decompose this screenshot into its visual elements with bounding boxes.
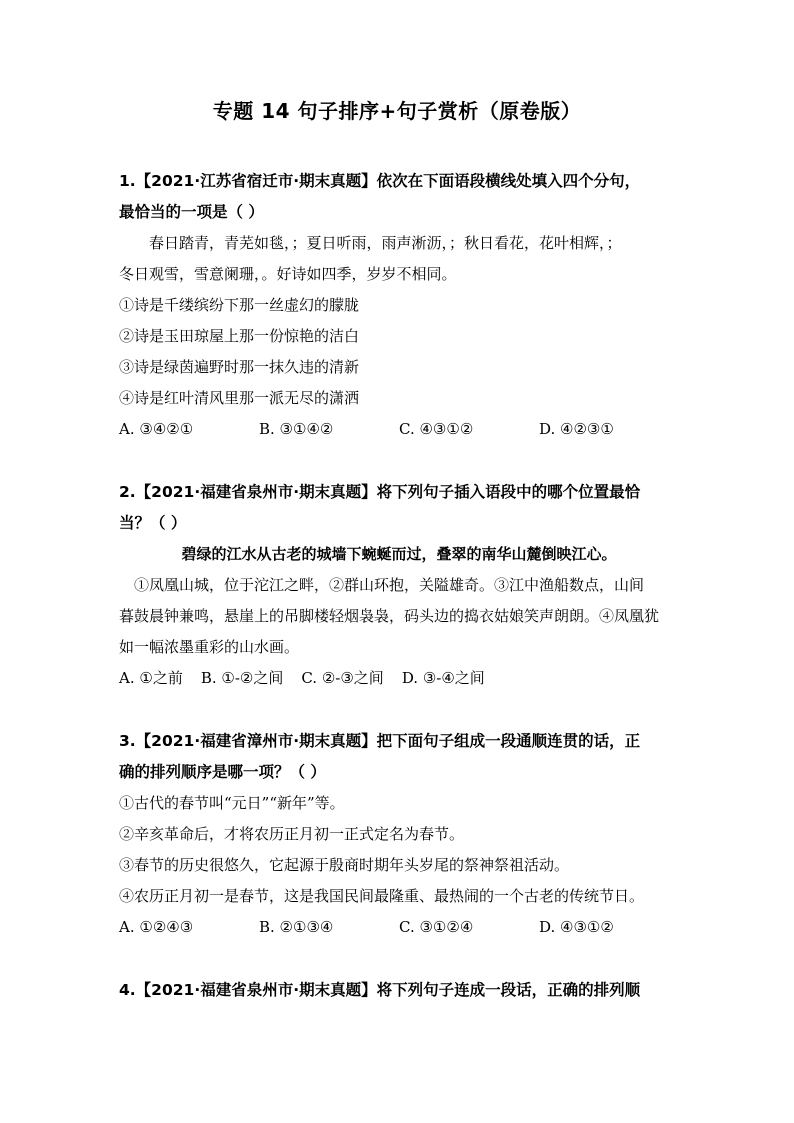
- question-1-options: [119, 414, 679, 445]
- question-3-item: ①古代的春节叫“元日”“新年”等。: [119, 794, 345, 812]
- question-1-header-line-2: 最恰当的一项是（ ）: [119, 203, 264, 221]
- question-2: [119, 477, 679, 694]
- option-c: C. ②-③之间: [301, 669, 384, 687]
- question-2-passage-line-3: 如一幅浓墨重彩的山水画。: [119, 638, 300, 656]
- question-4-header-line-1: 4.【2021·福建省泉州市·期末真题】将下列句子连成一段话，正确的排列顺: [119, 981, 641, 999]
- question-2-options: [119, 663, 679, 694]
- question-1-item: ④诗是红叶清风里那一派无尽的潇洒: [119, 389, 360, 407]
- question-1-passage-line-1: 春日踏青，青芜如毯，；夏日听雨，雨声淅沥，；秋日看花，花叶相辉，；: [149, 234, 622, 252]
- question-3-item: ②辛亥革命后，才将农历正月初一正式定名为春节。: [119, 825, 465, 843]
- question-1-header-line-1: 1.【2021·江苏省宿迁市·期末真题】依次在下面语段横线处填入四个分句，: [119, 172, 641, 190]
- question-2-passage-line-1: ①凤凰山城，位于沱江之畔，②群山环抱，关隘雄奇。③江中渔船数点，山间: [134, 576, 645, 594]
- question-4: [119, 975, 679, 1006]
- option-a: A. ①②④③: [119, 918, 194, 936]
- question-3-header-line-2: 确的排列顺序是哪一项？（ ）: [119, 763, 326, 781]
- question-1-item: ③诗是绿茵遍野时那一抹久违的清新: [119, 358, 360, 376]
- question-3-options: [119, 912, 679, 943]
- option-d: D. ④③①②: [539, 918, 614, 936]
- option-a: A. ①之前: [119, 669, 183, 687]
- option-b: B. ②①③④: [259, 918, 334, 936]
- option-b: B. ③①④②: [259, 420, 334, 438]
- question-1: [119, 166, 679, 445]
- question-2-header-line-2: 当？（ ）: [119, 514, 187, 532]
- question-3-item: ④农历正月初一是春节，这是我国民间最隆重、最热闹的一个古老的传统节日。: [119, 887, 645, 905]
- question-1-item: ①诗是千缕缤纷下那一丝虚幻的朦胧: [119, 296, 360, 314]
- option-a: A. ③④②①: [119, 420, 194, 438]
- option-d: D. ④②③①: [539, 420, 614, 438]
- question-3-item: ③春节的历史很悠久，它起源于殷商时期年头岁尾的祭神祭祖活动。: [119, 856, 570, 874]
- question-2-header-line-1: 2.【2021·福建省泉州市·期末真题】将下列句子插入语段中的哪个位置最恰: [119, 483, 641, 501]
- question-2-insert-sentence: 碧绿的江水从古老的城墙下蜿蜒而过，叠翠的南华山麓倒映江心。: [181, 545, 617, 563]
- question-3: [119, 726, 679, 943]
- question-3-header-line-1: 3.【2021·福建省漳州市·期末真题】把下面句子组成一段通顺连贯的话，正: [119, 732, 641, 750]
- question-1-item: ②诗是玉田琼屋上那一份惊艳的洁白: [119, 327, 360, 345]
- question-2-passage-line-2: 暮鼓晨钟兼鸣，悬崖上的吊脚楼轻烟袅袅，码头边的捣衣姑娘笑声朗朗。④凤凰犹: [119, 607, 660, 625]
- option-b: B. ①-②之间: [200, 669, 284, 687]
- option-d: D. ③-④之间: [401, 669, 485, 687]
- option-c: C. ③①②④: [399, 918, 474, 936]
- option-c: C. ④③①②: [399, 420, 474, 438]
- page-title: 专题 14 句子排序+句子赏析（原卷版）: [212, 99, 582, 123]
- question-1-passage-line-2: 冬日观雪，雪意阑珊，。好诗如四季，岁岁不相同。: [119, 265, 457, 283]
